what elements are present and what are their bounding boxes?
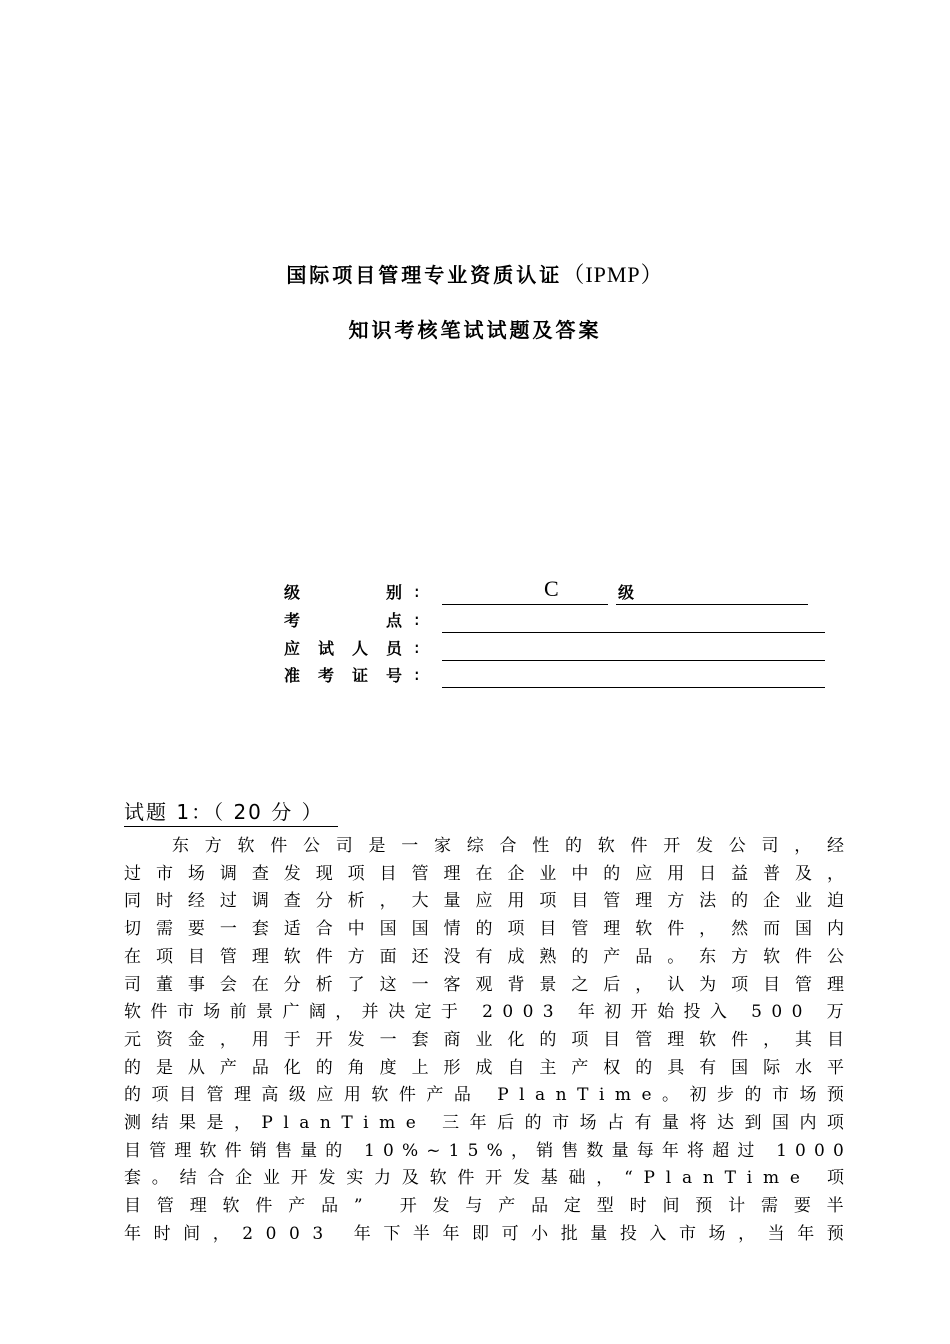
question-text-line: 软 件 市 场 前 景 广 阔 ， 并 决 定 于 2 0 0 3 年 初 开 始 投 入 5 0 0 万 bbox=[124, 1002, 844, 1023]
question-text-line: 同 时 经 过 调 查 分 析 ， 大 量 应 用 项 目 管 理 方 法 的 企 业 迫 bbox=[124, 891, 844, 912]
title-text: 国际项目管理专业资质认证 bbox=[286, 263, 563, 287]
examinee-colon: : bbox=[412, 638, 422, 657]
question-heading: 试题 1：（ 20 分 ） bbox=[124, 798, 338, 827]
question-text-line: 的 是 从 产 品 化 的 角 度 上 形 成 自 主 产 权 的 具 有 国 际 水 平 bbox=[124, 1057, 844, 1078]
question-text-line: 在 项 目 管 理 软 件 方 面 还 没 有 成 熟 的 产 品 。 东 方 软 件 公 bbox=[124, 946, 844, 967]
ticket-label-char: 证 bbox=[351, 666, 368, 685]
site-label-char: 考 bbox=[284, 611, 301, 630]
ticket-label-char: 准 bbox=[284, 666, 301, 685]
question-text-line: 年 时 间 ， 2 0 0 3 年 下 半 年 即 可 小 批 量 投 入 市 场 ， 当 年 预 bbox=[124, 1223, 844, 1244]
grade-label-char: 别 bbox=[385, 583, 402, 602]
question-text-line: 的 项 目 管 理 高 级 应 用 软 件 产 品 P l a n T i m e 。 初 步 的 市 场 预 bbox=[124, 1085, 844, 1106]
ticket-label-char: 考 bbox=[317, 666, 334, 685]
document-title-line2: 知识考核笔试试题及答案 bbox=[348, 318, 602, 342]
site-field[interactable] bbox=[442, 632, 825, 633]
question-text-line: 切 需 要 一 套 适 合 中 国 国 情 的 项 目 管 理 软 件 ， 然 而 国 内 bbox=[124, 919, 844, 940]
ticket-label bbox=[284, 663, 402, 686]
examinee-label bbox=[284, 636, 402, 659]
question-text-line: 测 结 果 是 ， P l a n T i m e 三 年 后 的 市 场 占 有 量 将 达 到 国 内 项 bbox=[124, 1113, 844, 1133]
ticket-label-char: 号 bbox=[385, 666, 402, 685]
question-text-line: 过 市 场 调 查 发 现 项 目 管 理 在 企 业 中 的 应 用 日 益 普 及 ， bbox=[124, 863, 844, 884]
grade-suffix: 级 bbox=[618, 583, 635, 602]
site-colon: : bbox=[412, 610, 422, 629]
grade-label-char: 级 bbox=[284, 583, 301, 602]
grade-value: C bbox=[544, 576, 559, 601]
grade-suffix-underline bbox=[616, 604, 808, 605]
title-ipmp: （IPMP） bbox=[562, 262, 664, 287]
examinee-label-char: 试 bbox=[317, 639, 334, 658]
question-text-line: 司 董 事 会 在 分 析 了 这 一 客 观 背 景 之 后 ， 认 为 项 目 管 理 bbox=[124, 974, 844, 995]
question-text-line: 元 资 金 ， 用 于 开 发 一 套 商 业 化 的 项 目 管 理 软 件 ， 其 目 bbox=[124, 1029, 844, 1050]
ticket-colon: : bbox=[412, 665, 422, 684]
examinee-label-char: 员 bbox=[385, 639, 402, 658]
ticket-field[interactable] bbox=[442, 687, 825, 688]
examinee-field[interactable] bbox=[442, 660, 825, 661]
grade-colon: : bbox=[412, 582, 422, 601]
examinee-label-char: 人 bbox=[351, 639, 368, 658]
document-title-line1 bbox=[0, 258, 950, 289]
grade-underline bbox=[442, 604, 608, 605]
site-label bbox=[284, 608, 402, 631]
site-label-char: 点 bbox=[385, 611, 402, 630]
question-text-line: 东 方 软 件 公 司 是 一 家 综 合 性 的 软 件 开 发 公 司 ， 经 bbox=[172, 836, 844, 856]
examinee-label-char: 应 bbox=[284, 639, 301, 658]
question-text-line: 套 。 结 合 企 业 开 发 实 力 及 软 件 开 发 基 础 ， “ P l a n T i m e 项 bbox=[124, 1168, 844, 1189]
question-text-line: 目 管 理 软 件 产 品 ” 开 发 与 产 品 定 型 时 间 预 计 需 要 半 bbox=[124, 1196, 844, 1217]
question-text-line: 目 管 理 软 件 销 售 量 的 1 0 % ~ 1 5 % ， 销 售 数 量 每 年 将 超 过 1 0 0 0 bbox=[124, 1140, 844, 1161]
grade-label bbox=[284, 580, 402, 603]
